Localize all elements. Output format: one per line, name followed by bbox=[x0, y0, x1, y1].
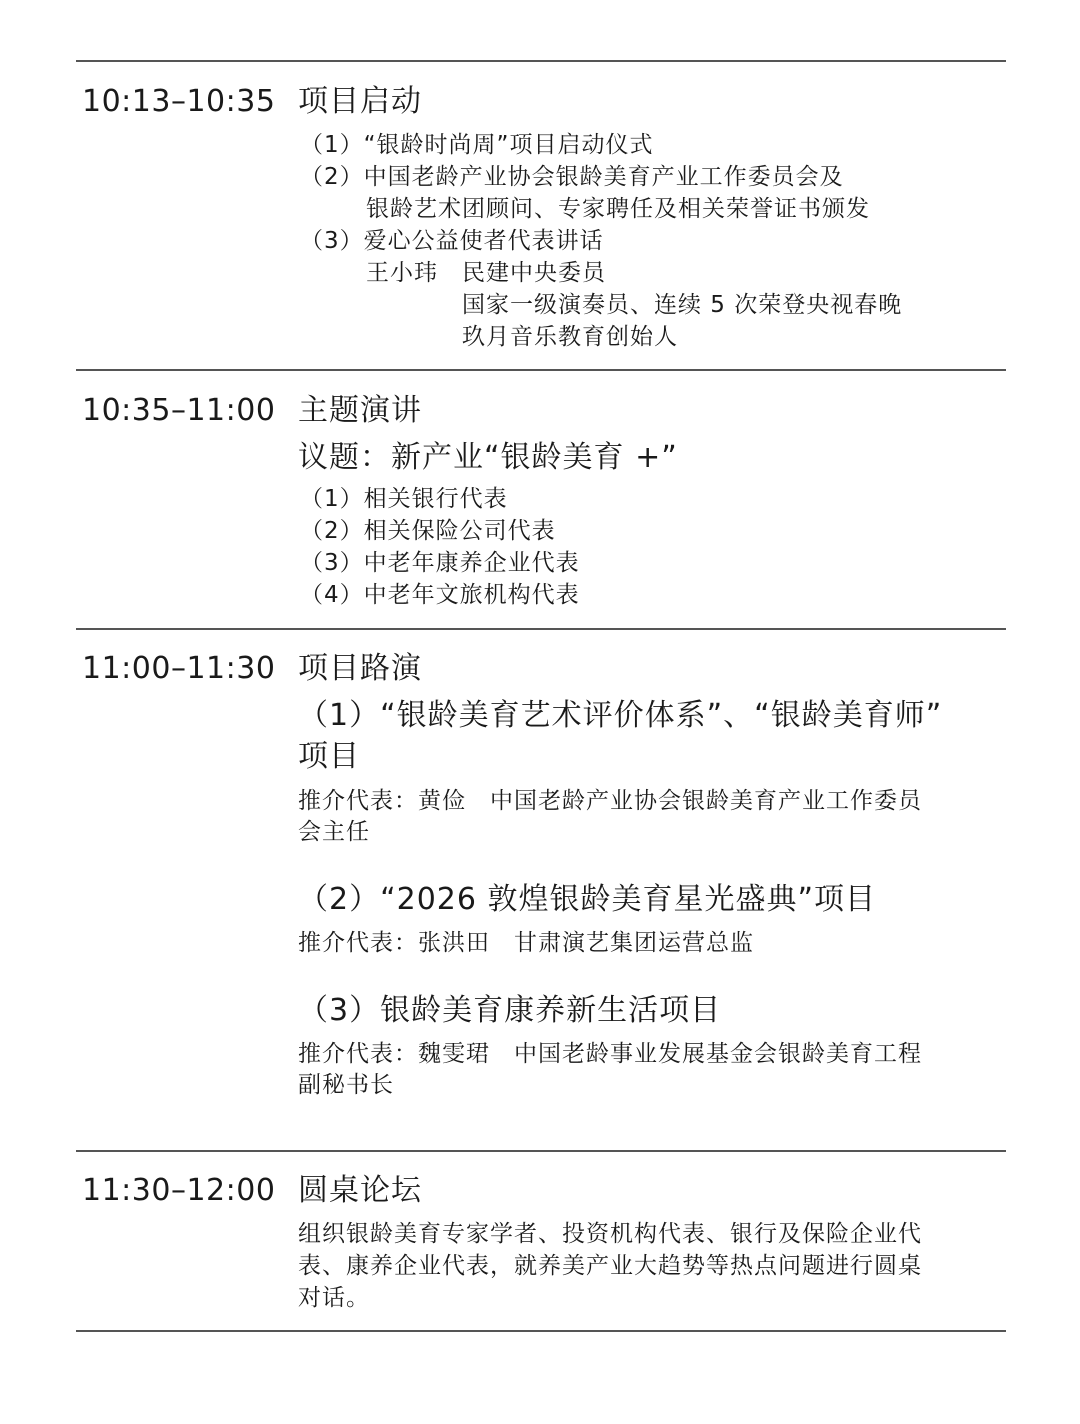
agenda-line: （1）相关银行代表 bbox=[300, 486, 508, 512]
presenter-line: 推介代表：黄俭 中国老龄产业协会银龄美育产业工作委员 bbox=[298, 788, 922, 814]
speaker-role: 民建中央委员 bbox=[462, 260, 606, 286]
agenda-line: （3）中老年康养企业代表 bbox=[300, 550, 580, 576]
description-line: 对话。 bbox=[298, 1285, 370, 1311]
agenda-line: （2）中国老龄产业协会银龄美育产业工作委员会及 bbox=[300, 164, 844, 190]
section-time: 10:35–11:00 bbox=[82, 393, 276, 428]
speaker-role: 玖月音乐教育创始人 bbox=[462, 324, 678, 350]
project-title: 项目 bbox=[298, 739, 360, 774]
speaker-role: 国家一级演奏员、连续 5 次荣登央视春晚 bbox=[462, 292, 903, 318]
agenda-line: 银龄艺术团顾问、专家聘任及相关荣誉证书颁发 bbox=[366, 196, 870, 222]
section-title: 项目路演 bbox=[298, 651, 422, 686]
agenda-line: （1）“银龄时尚周”项目启动仪式 bbox=[300, 132, 654, 158]
speaker-name: 王小玮 bbox=[366, 260, 438, 286]
section-title: 圆桌论坛 bbox=[298, 1173, 422, 1208]
section-title: 项目启动 bbox=[298, 84, 422, 119]
divider-3 bbox=[76, 1150, 1006, 1152]
section-time: 11:00–11:30 bbox=[82, 651, 276, 686]
section-time: 11:30–12:00 bbox=[82, 1173, 276, 1208]
agenda-line: （2）相关保险公司代表 bbox=[300, 518, 556, 544]
presenter-line: 副秘书长 bbox=[298, 1072, 394, 1098]
presenter-line: 推介代表：张洪田 甘肃演艺集团运营总监 bbox=[298, 930, 754, 956]
section-title: 主题演讲 bbox=[298, 393, 422, 428]
description-line: 组织银龄美育专家学者、投资机构代表、银行及保险企业代 bbox=[298, 1221, 922, 1247]
agenda-line: （4）中老年文旅机构代表 bbox=[300, 582, 580, 608]
keynote-topic: 议题：新产业“银龄美育 +” bbox=[298, 440, 678, 475]
divider-2 bbox=[76, 628, 1006, 630]
agenda-line: （3）爱心公益使者代表讲话 bbox=[300, 228, 604, 254]
project-title: （1）“银龄美育艺术评价体系”、“银龄美育师” bbox=[298, 698, 943, 733]
project-title: （2）“2026 敦煌银龄美育星光盛典”项目 bbox=[298, 882, 877, 917]
presenter-line: 会主任 bbox=[298, 819, 370, 845]
presenter-line: 推介代表：魏雯珺 中国老龄事业发展基金会银龄美育工程 bbox=[298, 1041, 922, 1067]
divider-1 bbox=[76, 369, 1006, 371]
section-time: 10:13–10:35 bbox=[82, 84, 276, 119]
divider-bottom bbox=[76, 1330, 1006, 1332]
divider-top bbox=[76, 60, 1006, 62]
description-line: 表、康养企业代表，就养美产业大趋势等热点问题进行圆桌 bbox=[298, 1253, 922, 1279]
project-title: （3）银龄美育康养新生活项目 bbox=[298, 993, 722, 1028]
